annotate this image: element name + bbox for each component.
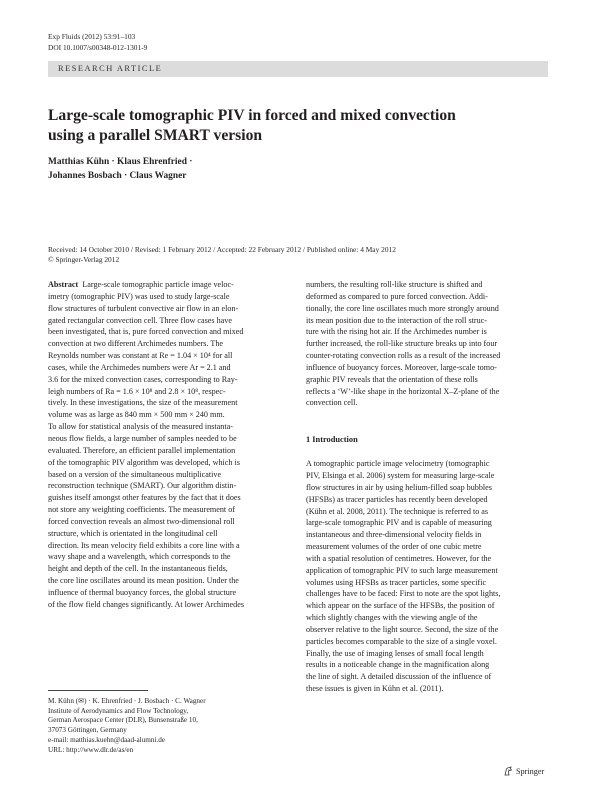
intro-line: with a spatial resolution of centimetres. However, for the bbox=[306, 553, 492, 563]
title-line: using a parallel SMART version bbox=[48, 126, 263, 144]
abstract-line: volume was as large as 840 mm × 500 mm × 240 mm. bbox=[48, 410, 225, 420]
abstract-line: To allow for statistical analysis of the measured instanta- bbox=[48, 422, 233, 432]
author-affiliation-footnote bbox=[48, 697, 290, 755]
intro-line: measurement volumes of the order of one cubic metre bbox=[306, 542, 482, 552]
paper-title bbox=[48, 106, 548, 145]
footnote-line: Institute of Aerodynamics and Flow Technology, bbox=[48, 706, 189, 715]
abstract-line: 3.6 for the mixed convection cases, corresponding to Ray- bbox=[48, 374, 238, 384]
abstract-line: convection at two different Archimedes numbers. The bbox=[48, 339, 224, 349]
author-list bbox=[48, 155, 378, 183]
article-type-banner bbox=[48, 61, 548, 77]
intro-line: (Kühn et al. 2008, 2011). The technique is referred to as bbox=[306, 506, 489, 516]
abstract-line: wavy shape and a wavelength, which corresponds to the bbox=[48, 552, 231, 562]
abstract-line: tively. In these investigations, the size of the measurement bbox=[48, 398, 238, 408]
abstract-line: leigh numbers of Ra = 1.6 × 10⁸ and 2.8 × 10⁸, respec- bbox=[48, 386, 226, 396]
abstract-line: influence of buoyancy forces. Moreover, large-scale tomo- bbox=[306, 362, 497, 372]
abstract-line: its mean position due to the interaction of the roll struc- bbox=[306, 315, 487, 325]
abstract-line: graphic PIV reveals that the orientation of these rolls bbox=[306, 374, 478, 384]
publisher-name: Springer bbox=[516, 767, 545, 776]
abstract-line: guishes itself amongst other features by the fact that it does bbox=[48, 493, 241, 503]
abstract-line: of the flow field changes significantly. At lower Archimedes bbox=[48, 599, 244, 609]
intro-line: results in a noticeable change in the magnification along bbox=[306, 660, 490, 670]
email-link[interactable]: e-mail: matthias.kuehn@daad-alumni.de bbox=[48, 735, 165, 744]
abstract-line: based on a version of the simultaneous multiplicative bbox=[48, 469, 222, 479]
intro-line: volumes using HFSBs as tracer particles, some specific bbox=[306, 577, 487, 587]
title-line: Large-scale tomographic PIV in forced and mixed convection bbox=[48, 107, 456, 124]
abstract-line: convection cell. bbox=[306, 398, 358, 408]
abstract-label: Abstract bbox=[48, 280, 79, 289]
intro-line: A tomographic particle image velocimetry (tomographic bbox=[306, 459, 490, 469]
intro-line: flow structures in air by using helium-filled soap bubbles bbox=[306, 482, 492, 492]
authors-line: Johannes Bosbach · Claus Wagner bbox=[48, 171, 187, 181]
abstract-line: cases, while the Archimedes numbers were Ar = 2.1 and bbox=[48, 362, 231, 372]
abstract bbox=[48, 279, 290, 611]
abstract-line: influence of thermal buoyancy forces, the global structure bbox=[48, 587, 237, 597]
abstract-line: not store any weighting coefficients. The measurement of bbox=[48, 505, 235, 515]
intro-line: (HFSBs) as tracer particles has recently been developed bbox=[306, 494, 488, 504]
abstract-line: evaluated. Therefore, an efficient parallel implementation bbox=[48, 445, 236, 455]
intro-line: instantaneous and three-dimensional velocity fields in bbox=[306, 530, 482, 540]
abstract-line: Reynolds number was constant at Re = 1.04 × 10⁴ for all bbox=[48, 351, 233, 361]
abstract-line: reconstruction technique (SMART). Our algorithm distin- bbox=[48, 481, 237, 491]
article-type-label: RESEARCH ARTICLE bbox=[58, 64, 163, 73]
intro-line: application of tomographic PIV to such large measurement bbox=[306, 565, 498, 575]
footnote-line: German Aerospace Center (DLR), Bunsenstraße 10, bbox=[48, 716, 198, 725]
springer-horse-icon bbox=[503, 766, 513, 776]
footnote-line: M. Kühn (✉) · K. Ehrenfried · J. Bosbach · C. Wagner bbox=[48, 697, 206, 705]
intro-line: these issues is given in Kühn et al. (2011). bbox=[306, 684, 444, 694]
abstract-line: numbers, the resulting roll-like structure is shifted and bbox=[306, 280, 483, 289]
abstract-line: further increased, the roll-like structure breaks up into four bbox=[306, 339, 498, 349]
abstract-line: ture with the rising hot air. If the Archimedes number is bbox=[306, 327, 487, 337]
dates: Received: 14 October 2010 / Revised: 1 February 2012 / Accepted: 22 February 2012 / Published online: 4 May 2012 bbox=[48, 245, 396, 254]
intro-line: which appear on the surface of the HFSBs, the position of bbox=[306, 601, 495, 611]
abstract-line: tionally, the core line oscillates much more strongly around bbox=[306, 303, 499, 313]
footnote-line: 37073 Göttingen, Germany bbox=[48, 726, 127, 735]
section-heading: 1 Introduction bbox=[306, 435, 358, 445]
publisher-logo bbox=[503, 766, 544, 776]
intro-line: particles becomes comparable to the size of a single voxel. bbox=[306, 636, 497, 646]
intro-line: Finally, the use of imaging lenses of small focal length bbox=[306, 648, 484, 658]
url-link[interactable]: URL: http://www.dlr.de/as/en bbox=[48, 745, 134, 754]
abstract-line: direction. Its mean velocity field exhibits a core line with a bbox=[48, 540, 240, 550]
abstract-line: imetry (tomographic PIV) was used to study large-scale bbox=[48, 291, 230, 301]
abstract-line: of the tomographic PIV algorithm was developed, which is bbox=[48, 457, 240, 467]
abstract-line: structure, which is orientated in the longitudinal cell bbox=[48, 528, 218, 538]
abstract-line: reflects a ‘W’-like shape in the horizontal X–Z-plane of the bbox=[306, 386, 500, 396]
copyright: © Springer-Verlag 2012 bbox=[48, 255, 120, 264]
article-history bbox=[48, 245, 548, 265]
intro-line: the line of sight. A detailed discussion of the influence of bbox=[306, 672, 492, 682]
abstract-line: been investigated, that is, pure forced convection and mixed bbox=[48, 327, 244, 337]
intro-line: large-scale tomographic PIV and is capable of measuring bbox=[306, 518, 492, 528]
right-column bbox=[306, 279, 548, 695]
footnote-divider bbox=[48, 690, 148, 691]
abstract-line: the core line oscillates around its mean position. Under the bbox=[48, 576, 239, 586]
intro-line: PIV, Elsinga et al. 2006) system for measuring large-scale bbox=[306, 470, 495, 480]
journal-citation: Exp Fluids (2012) 53:91–103 bbox=[48, 32, 136, 41]
intro-line: observer relative to the light source. Second, the size of the bbox=[306, 624, 499, 634]
abstract-line: forced convection reveals an almost two-dimensional roll bbox=[48, 516, 235, 526]
abstract-line: flow structures of turbulent convective air flow in an elon- bbox=[48, 303, 239, 313]
authors-line: Matthias Kühn · Klaus Ehrenfried · bbox=[48, 157, 193, 167]
intro-line: which slightly changes with the viewing angle of the bbox=[306, 613, 478, 623]
abstract-line: neous flow fields, a large number of samples needed to be bbox=[48, 433, 237, 443]
abstract-line: gated rectangular convection cell. Three flow cases have bbox=[48, 315, 232, 325]
abstract-line: height and depth of the cell. In the instantaneous fields, bbox=[48, 564, 228, 574]
abstract-line: counter-rotating convection rolls as a result of the increased bbox=[306, 351, 501, 361]
doi[interactable]: DOI 10.1007/s00348-012-1301-9 bbox=[48, 43, 148, 52]
abstract-line: Abstract Large-scale tomographic particle image veloc- bbox=[48, 280, 234, 289]
intro-line: challenges have to be faced: First to note are the spot lights, bbox=[306, 589, 501, 599]
abstract-line: deformed as compared to pure forced convection. Addi- bbox=[306, 291, 488, 301]
